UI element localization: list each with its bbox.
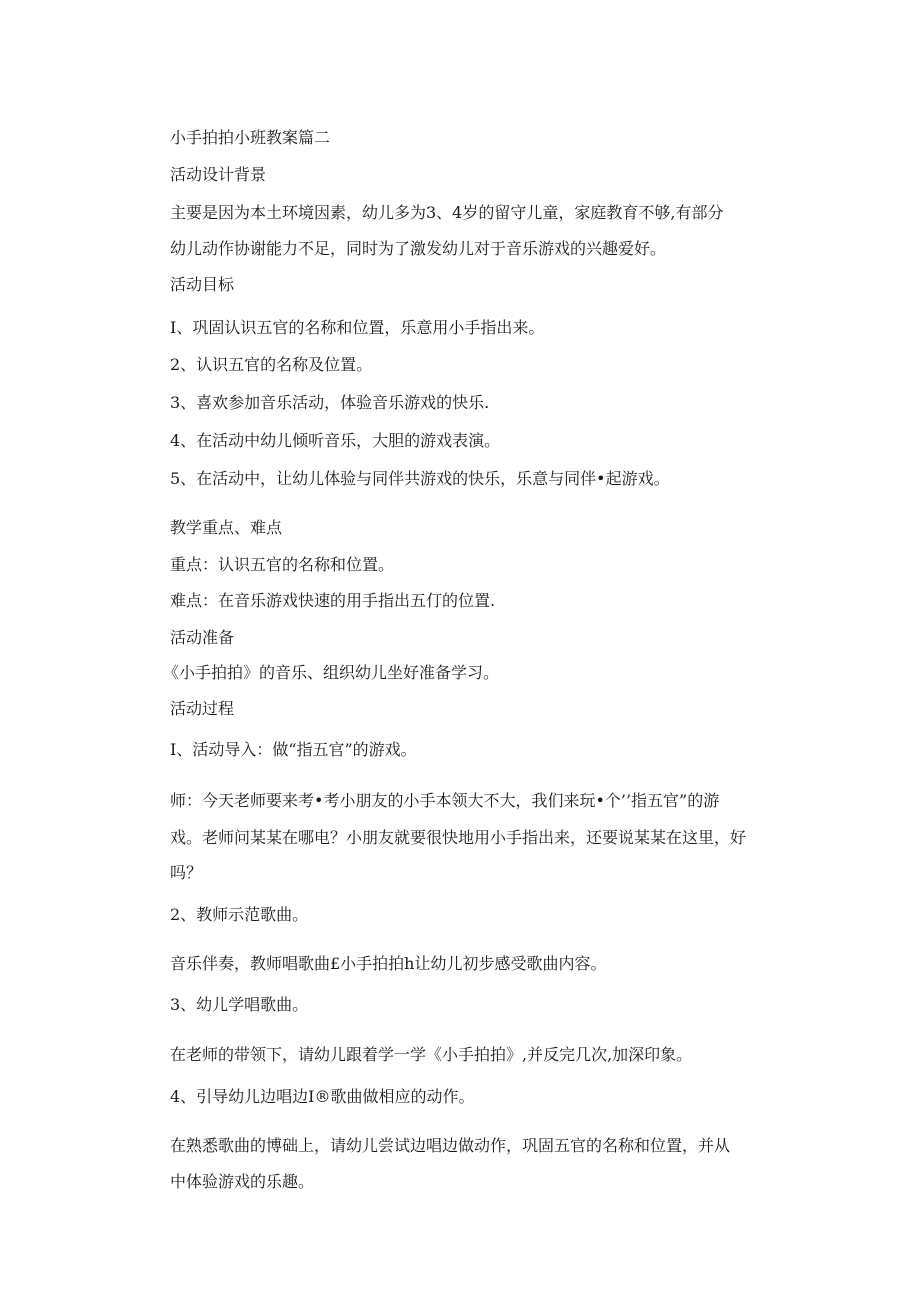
paragraph-line: 《小手拍拍》的音乐、组织幼儿坐好准备学习。: [163, 663, 500, 682]
paragraph-line: 中体验游戏的乐趣。: [170, 1172, 315, 1191]
document-title: 小手拍拍小班教案篇二: [170, 128, 331, 147]
section-heading-key-points: 教学重点、难点: [170, 518, 283, 537]
list-item: 2、教师示范歌曲。: [170, 905, 309, 924]
paragraph-line: 师：今天老师要来考•考小朋友的小手本领大不大，我们来玩•个’’指五官”的游: [170, 791, 720, 810]
paragraph-line: 吗？: [170, 863, 203, 882]
section-heading-process: 活动过程: [170, 699, 235, 718]
section-heading-preparation: 活动准备: [170, 628, 235, 647]
list-item: 4、在活动中幼儿倾听音乐，大胆的游戏表演。: [170, 431, 501, 450]
paragraph-line: 在熟悉歌曲的博础上，请幼儿尝试边唱边做动作，巩固五官的名称和位置，并从: [170, 1136, 731, 1155]
paragraph-line: 在老师的带领下，请幼儿跟着学一学《小手拍拍》,并反完几次,加深印象。: [170, 1045, 693, 1064]
paragraph-line: 音乐伴奏，教师唱歌曲£小手拍拍h让幼儿初步感受歌曲内容。: [170, 954, 607, 973]
paragraph-line: 主要是因为本土环境因素，幼儿多为3、4岁的留守儿童，家庭教育不够,有部分: [170, 203, 724, 222]
paragraph-line: 难点：在音乐游戏快速的用手指出五仃的位置.: [170, 591, 496, 610]
list-item: 3、喜欢参加音乐活动，体验音乐游戏的快乐.: [170, 393, 490, 412]
list-item: 3、幼儿学唱歌曲。: [170, 995, 309, 1014]
list-item: I、活动导入：做“指五官”的游戏。: [170, 740, 417, 759]
list-item: 2、认识五官的名称及位置。: [170, 355, 373, 374]
paragraph-line: 戏。老师问某某在哪电？小朋友就要很快地用小手指出来，还要说某某在这里，好: [170, 828, 747, 847]
paragraph-line: 幼儿动作协谢能力不足，同时为了激发幼儿对于音乐游戏的兴趣爱好。: [170, 239, 667, 258]
list-item: 4、引导幼儿边唱边I®歌曲做相应的动作。: [170, 1087, 475, 1106]
section-heading-goals: 活动目标: [170, 275, 235, 294]
paragraph-line: 重点：认识五官的名称和位置。: [170, 555, 395, 574]
list-item: I、巩固认识五官的名称和位置，乐意用小手指出来。: [170, 318, 545, 337]
section-heading-background: 活动设计背景: [170, 165, 267, 184]
list-item: 5、在活动中，让幼儿体验与同伴共游戏的快乐，乐意与同伴•起游戏。: [170, 469, 670, 488]
